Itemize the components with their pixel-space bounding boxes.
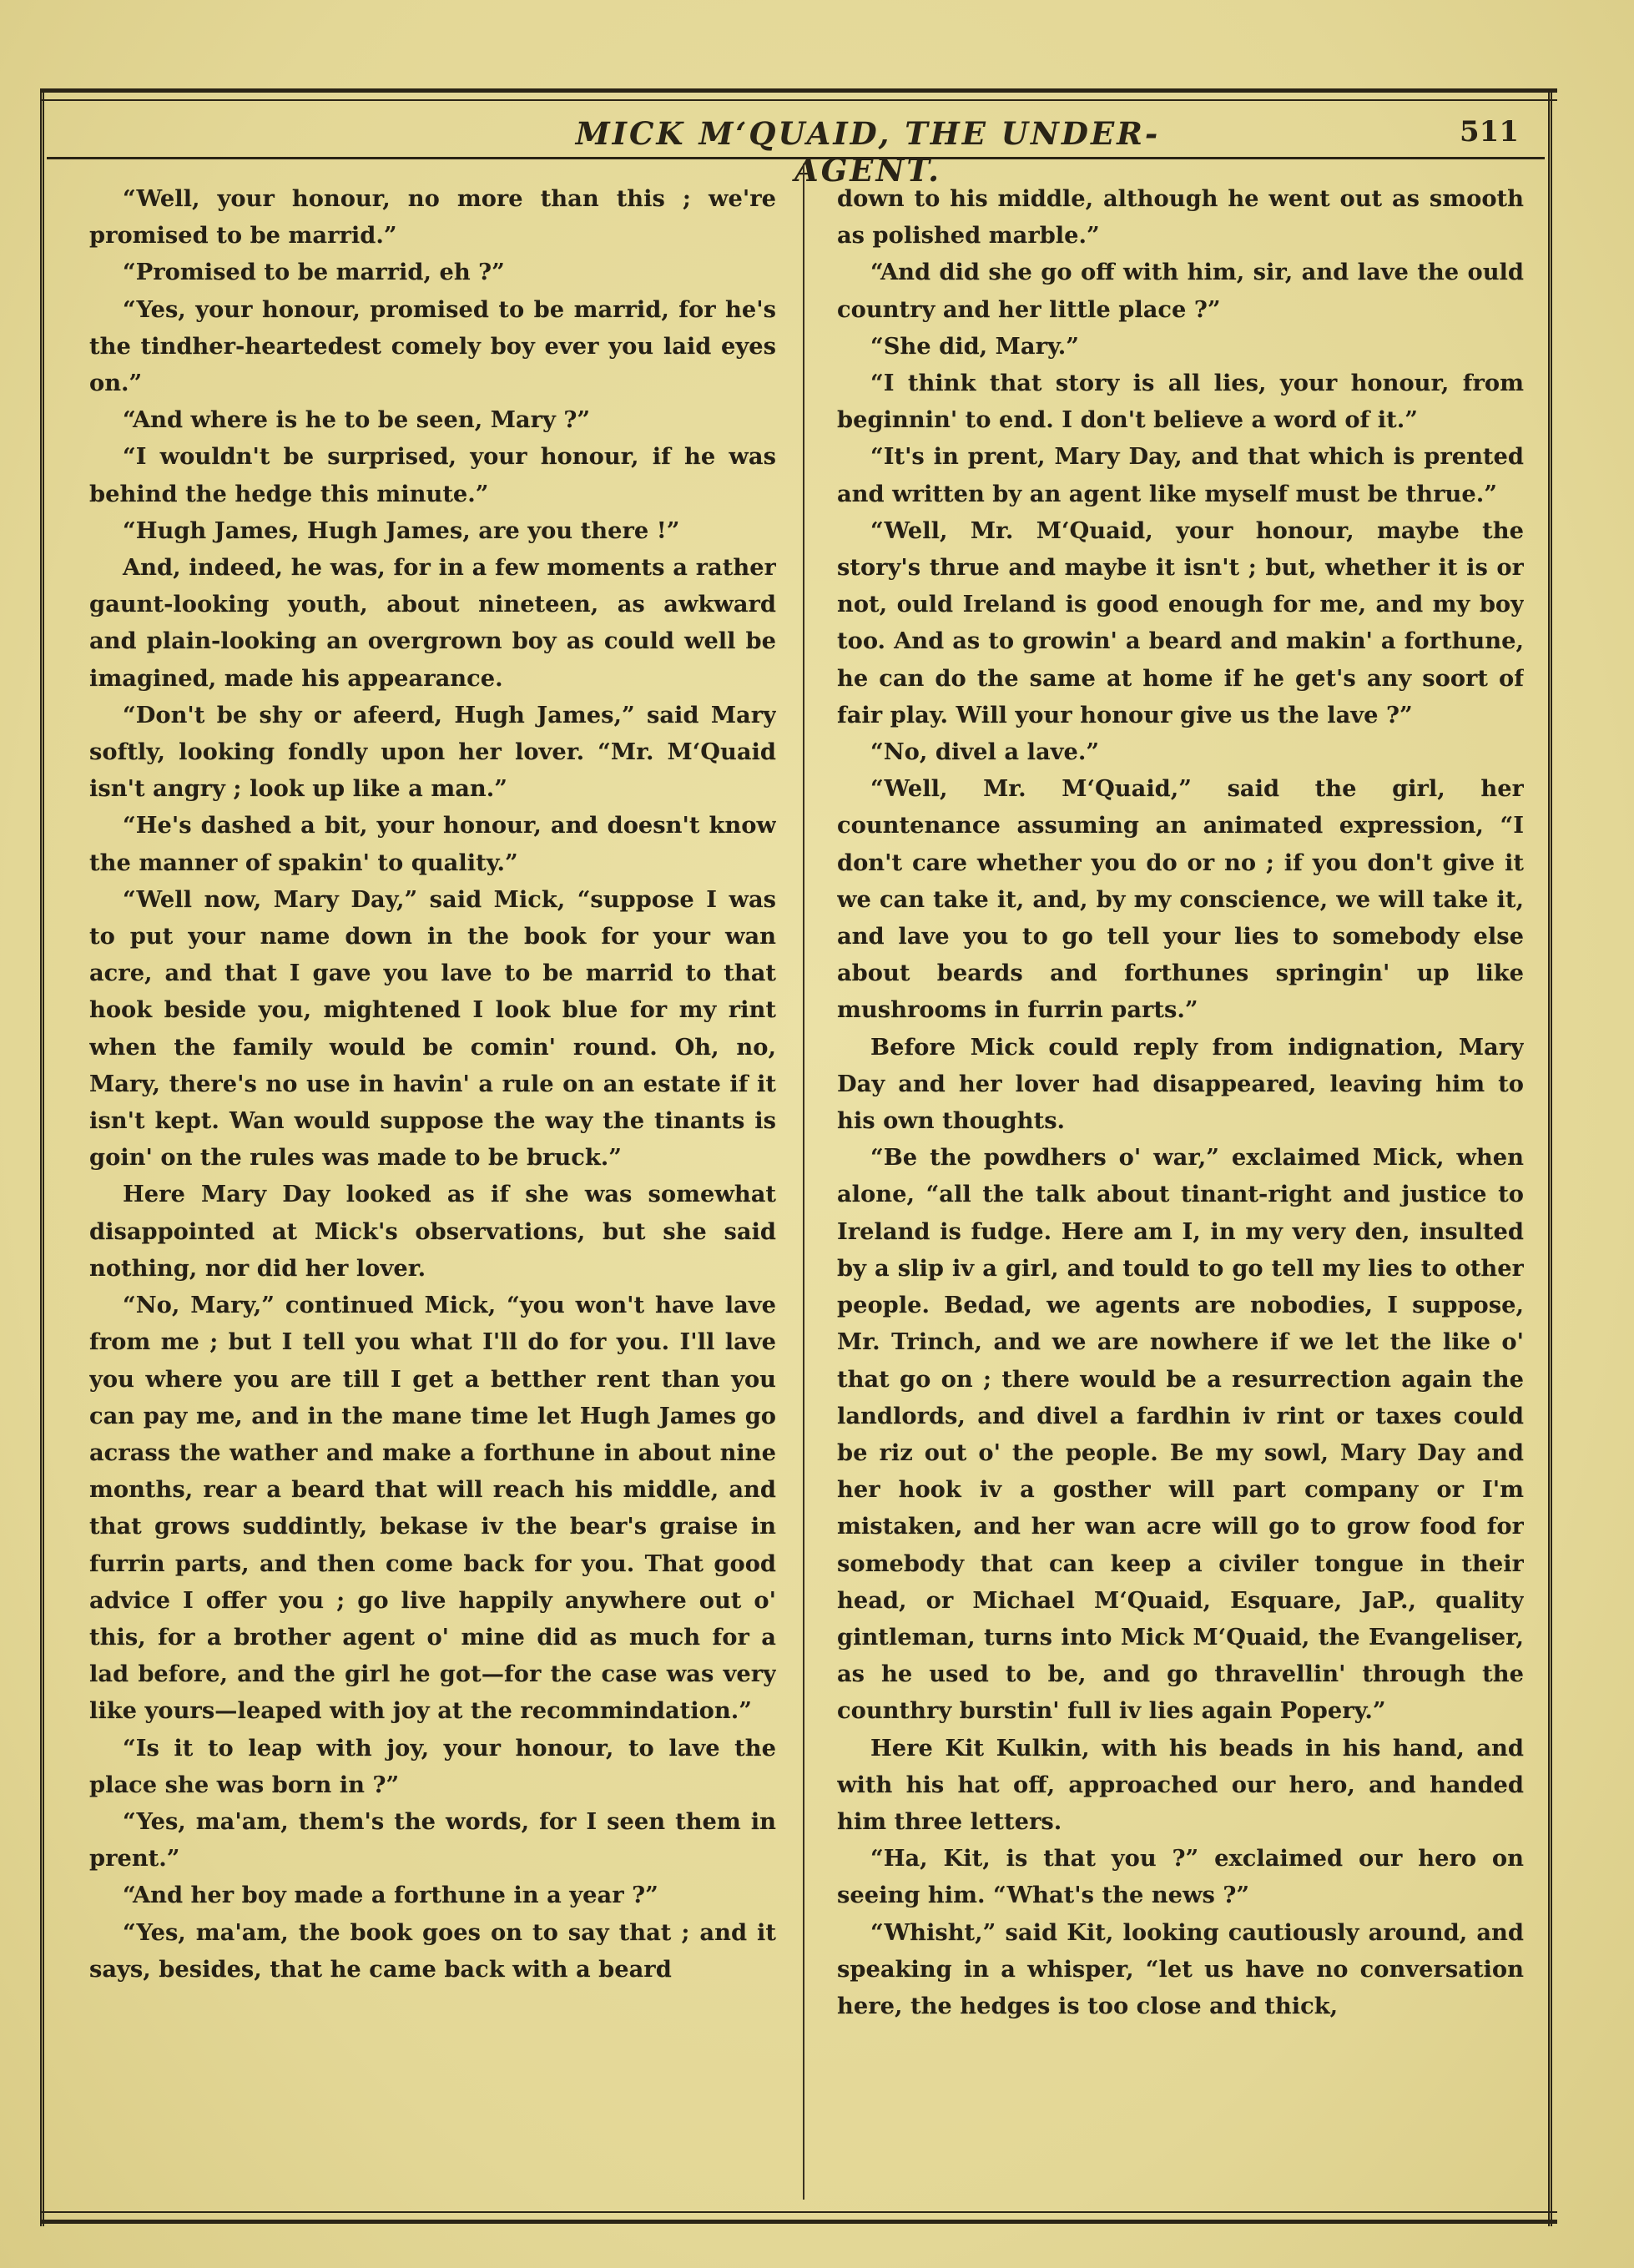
paragraph: “And did she go off with him, sir, and lave the ould country and her little place ?” (837, 259, 1524, 323)
paragraph: “Well, Mr. M‘Quaid,” said the girl, her countenance assuming an animated expression, “I don't care whether you do or no ; if you don't give it we can take it, and, by my conscience, we will take it, and lave you to go tell your lies to somebody else about beards and forthunes springin' up like mushrooms in furrin parts.” (837, 775, 1524, 1024)
paragraph: “Well, your honour, no more than this ; we're promised to be marrid.” (89, 185, 776, 249)
paragraph: “And where is he to be seen, Mary ?” (123, 406, 591, 434)
paragraph: “Well, Mr. M‘Quaid, your honour, maybe the story's thrue and maybe it isn't ; but, whether it is or not, ould Ireland is good enough for me, and my boy too. And as to growin' a beard and makin' a forthune, he can do the same at home if he get's any soort of fair play. Will your honour give us the lave ?” (837, 517, 1524, 728)
paragraph: And, indeed, he was, for in a few moments a rather gaunt-looking youth, about nineteen, as awkward and plain-looking an overgrown boy as could well be imagined, made his appearance. (89, 554, 776, 692)
paragraph: “Yes, ma'am, them's the words, for I seen them in prent.” (89, 1807, 776, 1872)
paragraph: “She did, Mary.” (870, 332, 1079, 360)
bottom-rule (40, 2211, 1557, 2224)
paragraph: “It's in prent, Mary Day, and that which is prented and written by an agent like myself must be thrue.” (837, 443, 1524, 507)
paragraph: “Well now, Mary Day,” said Mick, “suppose I was to put your name down in the book for your wan acre, and that I gave you lave to be marrid to that hook beside you, mightened I look blue for my rint when the family would be comin' round. Oh, no, Mary, there's no use in havin' a rule on an estate if it isn't kept. Wan would suppose the way the tinants is goin' on the rules was made to be bruck.” (89, 885, 776, 1172)
paragraph: “No, Mary,” continued Mick, “you won't have lave from me ; but I tell you what I'll do for you. I'll lave you where you are till I get a betther rent than you can pay me, and in the mane time let Hugh James go acrass the wather and make a forthune in about nine months, rear a beard that will reach his middle, and that grows suddintly, bekase iv the bear's graise in furrin parts, and then come back for you. That good advice I offer you ; go live happily anywhere out o' this, for a brother agent o' mine did as much for a lad before, and the girl he got—for the case was very like yours—leaped with joy at the recommindation.” (89, 1292, 776, 1725)
paragraph: “Hugh James, Hugh James, are you there !” (123, 517, 680, 544)
paragraph: “Whisht,” said Kit, looking cautiously around, and speaking in a whisper, “let us have no conversation here, the hedges is too close and thick, (837, 1918, 1524, 2019)
paragraph: Before Mick could reply from indignation, Mary Day and her lover had disappeared, leaving him to his own thoughts. (837, 1033, 1524, 1135)
paragraph-continued: down to his middle, although he went out as smooth as polished marble.” (837, 185, 1524, 249)
paragraph: “He's dashed a bit, your honour, and doesn't know the manner of spakin' to quality.” (89, 812, 776, 876)
right-column (837, 180, 1524, 2191)
left-column (89, 180, 776, 2191)
paragraph: “Promised to be marrid, eh ?” (123, 259, 505, 286)
paragraph: “Is it to leap with joy, your honour, to lave the place she was born in ?” (89, 1734, 776, 1798)
page-number: 511 (1460, 115, 1519, 149)
column-divider (803, 164, 804, 2200)
paragraph: “No, divel a lave.” (870, 738, 1100, 766)
running-title: MICK M‘QUAID, THE UNDER-AGENT. (575, 115, 1161, 189)
paragraph: “Be the powdhers o' war,” exclaimed Mick, when alone, “all the talk about tinant-right and justice to Ireland is fudge. Here am I, in my very den, insulted by a slip iv a girl, and tould to go tell my lies to other people. Bedad, we agents are nobodies, I suppose, Mr. Trinch, and we are nowhere if we let the like o' that go on ; there would be a resurrection again the landlords, and divel a fardhin iv rint or taxes could be riz out o' the people. Be my sowl, Mary Day and her hook iv a gosther will part company or I'm mistaken, and her wan acre will go to grow food for somebody that can keep a civiler tongue in their head, or Michael M‘Quaid, Esquare, JaP., quality gintleman, turns into Mick M‘Quaid, the Evangeliser, as he used to be, and go thravellin' through the counthry burstin' full iv lies again Popery.” (837, 1144, 1524, 1725)
paragraph: Here Kit Kulkin, with his beads in his hand, and with his hat off, approached our hero, and handed him three letters. (837, 1734, 1524, 1835)
paragraph: “I wouldn't be surprised, your honour, if he was behind the hedge this minute.” (89, 443, 776, 507)
paragraph: “I think that story is all lies, your honour, from beginnin' to end. I don't believe a word of it.” (837, 370, 1524, 434)
paragraph: “Don't be shy or afeerd, Hugh James,” said Mary softly, looking fondly upon her lover. “Mr. M‘Quaid isn't angry ; look up like a man.” (89, 701, 776, 803)
paragraph: “And her boy made a forthune in a year ?” (123, 1882, 658, 1909)
paragraph: “Ha, Kit, is that you ?” exclaimed our hero on seeing him. “What's the news ?” (837, 1845, 1524, 1909)
paragraph: “Yes, your honour, promised to be marrid, for he's the tindher-heartedest comely boy ever you laid eyes on.” (89, 295, 776, 397)
paragraph: Here Mary Day looked as if she was somewhat disappointed at Mick's observations, but she said nothing, nor did her lover. (89, 1181, 776, 1282)
paragraph: “Yes, ma'am, the book goes on to say that ; and it says, besides, that he came back with a beard (89, 1918, 776, 1983)
